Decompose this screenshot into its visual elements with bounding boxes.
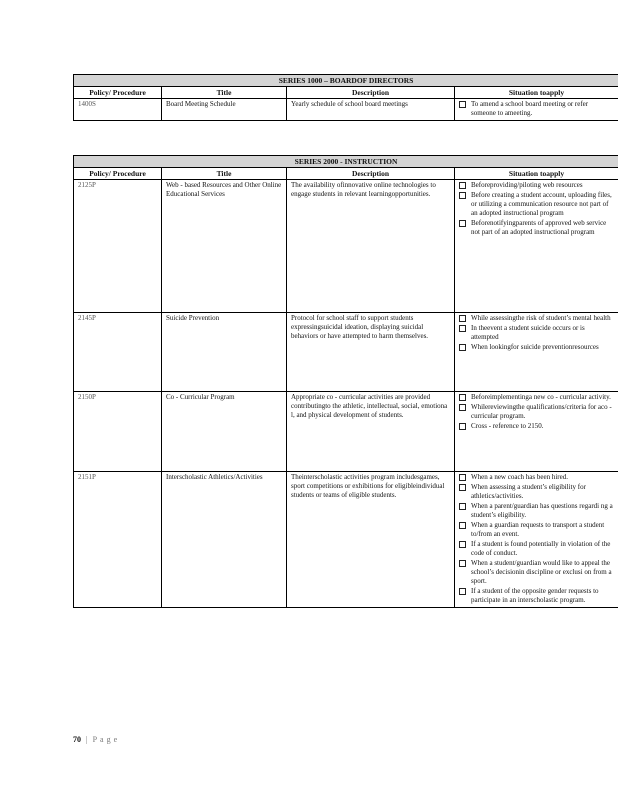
header-situation: Situation toapply — [455, 168, 618, 180]
situation-item: When assessing a student’s eligibility for athletics/activities. — [459, 483, 614, 501]
situation-item: When a new coach has been hired. — [459, 473, 614, 482]
policy-title: Interscholastic Athletics/Activities — [162, 472, 287, 608]
policy-code: 2150P — [74, 392, 162, 472]
situation-item: If a student is found potentially in violation of the code of conduct. — [459, 540, 614, 558]
header-description: Description — [287, 87, 455, 99]
header-title: Title — [162, 168, 287, 180]
policy-situations — [455, 180, 618, 313]
policy-code: 2145P — [74, 313, 162, 392]
table-row — [74, 180, 618, 313]
header-title: Title — [162, 87, 287, 99]
header-description: Description — [287, 168, 455, 180]
policy-code: 2151P — [74, 472, 162, 608]
table-row — [74, 392, 618, 472]
table-row — [74, 313, 618, 392]
situation-item: Whilereviewingthe qualifications/criteria for aco - curricular program. — [459, 403, 614, 421]
situation-item: While assessingthe risk of student’s mental health — [459, 314, 614, 323]
policy-description: Protocol for school staff to support students expressingsuicidal ideation, displaying suicidal behaviors or have attempted to harm themselves. — [287, 313, 455, 392]
situation-item: Before creating a student account, uploading files, or utilizing a communication resource not part of an adopted instructional program — [459, 191, 614, 218]
policy-description: The availability ofinnovative online technologies to engage students in relevant learningopportunities. — [287, 180, 455, 313]
table-row — [74, 99, 618, 121]
series-1000-table — [73, 74, 618, 121]
policy-situations — [455, 472, 618, 608]
series-2000-table — [73, 155, 618, 608]
policy-description: Yearly schedule of school board meetings — [287, 99, 455, 121]
situation-item: Beforeproviding/piloting web resources — [459, 181, 614, 190]
page-footer — [73, 735, 120, 744]
policy-title: Co - Curricular Program — [162, 392, 287, 472]
policy-title: Web - based Resources and Other Online Educational Services — [162, 180, 287, 313]
header-policy: Policy/ Procedure — [74, 168, 162, 180]
header-situation: Situation toapply — [455, 87, 618, 99]
footer-separator: | — [86, 735, 88, 744]
situation-item: When a guardian requests to transport a student to/from an event. — [459, 521, 614, 539]
situation-item: When lookingfor suicide preventionresources — [459, 343, 614, 352]
series-title: SERIES 2000 - INSTRUCTION — [74, 156, 618, 168]
policy-code: 1400S — [74, 99, 162, 121]
policy-situations — [455, 99, 618, 121]
situation-item: Beforeimplementinga new co - curricular activity. — [459, 393, 614, 402]
page-number: 70 — [73, 735, 81, 744]
policy-code: 2125P — [74, 180, 162, 313]
policy-description: Appropriate co - curricular activities are provided contributingto the athletic, intellectual, social, emotiona l, and physical development of students. — [287, 392, 455, 472]
situation-item: To amend a school board meeting or refer someone to ameeting. — [459, 100, 614, 118]
page-label: Page — [92, 735, 121, 744]
situation-item: When a student/guardian would like to appeal the school’s decisionin discipline or exclusi on from a sport. — [459, 559, 614, 586]
situation-item: If a student of the opposite gender requests to participate in an interscholastic program. — [459, 587, 614, 605]
situation-item: Cross - reference to 2150. — [459, 422, 614, 431]
situation-item: Beforenotifyingparents of approved web service not part of an adopted instructional program — [459, 219, 614, 237]
policy-situations — [455, 313, 618, 392]
series-title: SERIES 1000 – BOARDOF DIRECTORS — [74, 75, 618, 87]
policy-description: Theinterscholastic activities program includesgames, sport competitions or exhibitions for eligibleindividual students or teams of eligible students. — [287, 472, 455, 608]
policy-situations — [455, 392, 618, 472]
policy-title: Board Meeting Schedule — [162, 99, 287, 121]
policy-title: Suicide Prevention — [162, 313, 287, 392]
situation-item: In theevent a student suicide occurs or is attempted — [459, 324, 614, 342]
table-row — [74, 472, 618, 608]
situation-item: When a parent/guardian has questions regardi ng a student’s eligibility. — [459, 502, 614, 520]
header-policy: Policy/ Procedure — [74, 87, 162, 99]
